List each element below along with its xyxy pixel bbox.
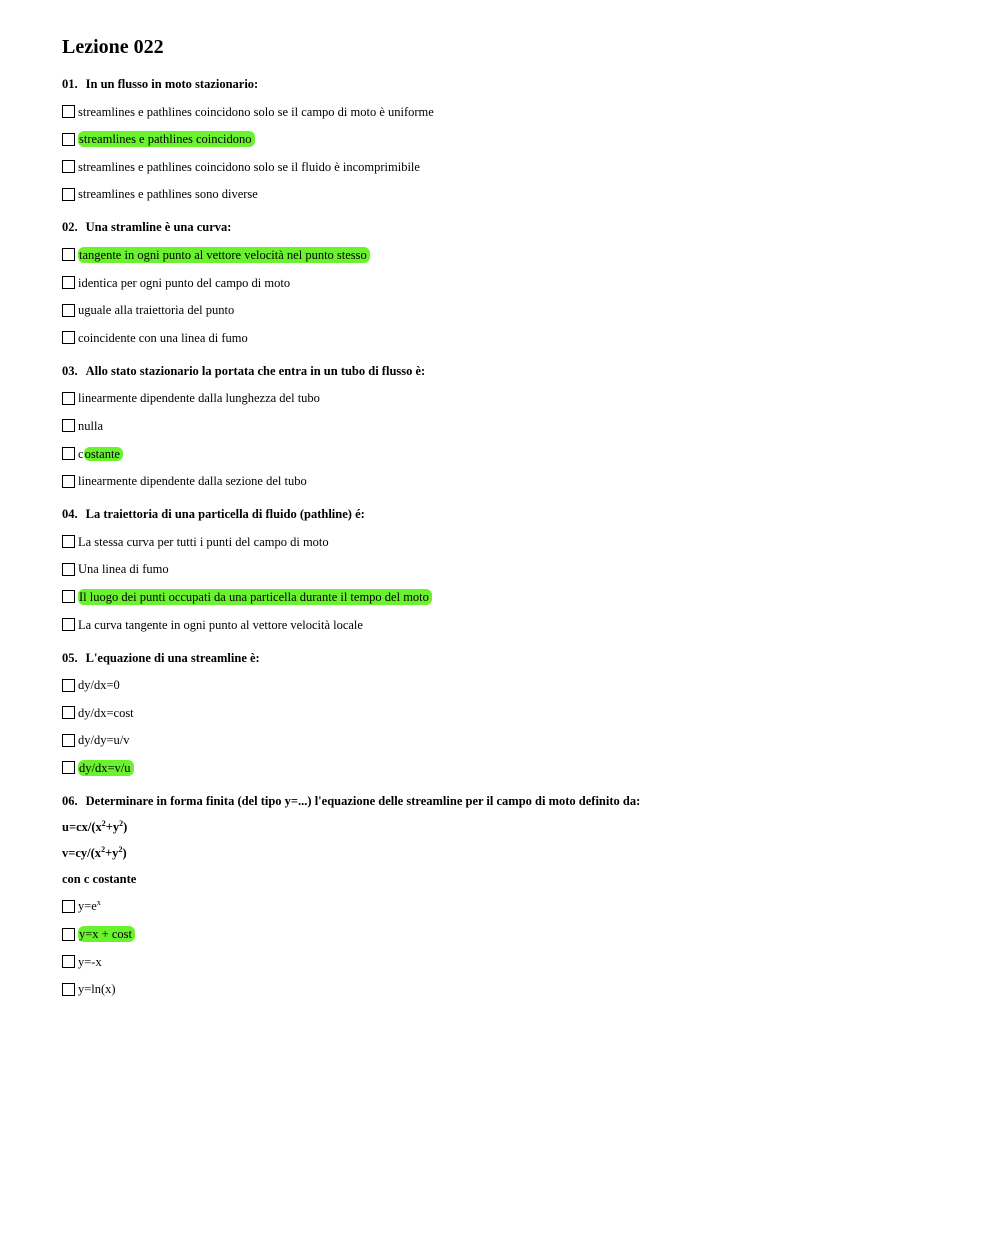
answer-option[interactable] [62,953,962,971]
question-02 [62,218,962,346]
option-text-value: uguale alla traiettoria del punto [78,303,235,318]
question-05 [62,649,962,777]
checkbox[interactable] [62,160,75,173]
checkbox[interactable] [62,392,75,405]
question-number: 04. [62,507,78,522]
question-list [62,75,962,777]
equation-v: $v=cy/(x^2+y^2)$ [62,844,127,860]
question-03 [62,362,962,490]
question-01 [62,75,962,203]
answer-option[interactable] [62,731,962,749]
question-04 [62,505,962,633]
answer-option[interactable] [62,389,962,407]
question-text: La traiettoria di una particella di fluido (pathline) é: [85,507,365,522]
checkbox[interactable] [62,133,75,146]
option-text-value: dy/dx=0 [78,678,120,693]
option-text [78,247,370,263]
checkbox[interactable] [62,419,75,432]
question-heading [62,362,962,380]
option-text-value: streamlines e pathlines coincidono solo se il campo di moto è uniforme [78,104,434,119]
answer-option[interactable] [62,897,962,915]
answer-option[interactable] [62,329,962,347]
question-number: 05. [62,650,78,665]
checkbox[interactable] [62,955,75,968]
question-text: Determinare in forma finita (del tipo y=...) l'equazione delle streamline per il campo di moto definito da: [85,793,641,808]
option-text [78,159,422,175]
checkbox[interactable] [62,900,75,913]
answer-option-correct[interactable] [62,925,962,943]
option-text-highlighted: tangente in ogni punto al vettore velocità nel punto stesso [79,247,367,262]
checkbox[interactable] [62,983,75,996]
option-text-value: La stessa curva per tutti i punti del campo di moto [78,534,329,549]
option-text-value: streamlines e pathlines coincidono solo se il fluido è incomprimibile [78,159,420,174]
checkbox[interactable] [62,928,75,941]
answer-option-correct[interactable] [62,588,962,606]
option-text [78,186,260,202]
equation-u: $u=cx/(x^2+y^2)$ [62,818,128,834]
option-text-prefix: c [78,446,84,461]
option-text [78,677,122,693]
question-number: 01. [62,77,78,91]
checkbox[interactable] [62,679,75,692]
option-text [78,330,250,346]
option-text-highlighted: ostante [84,447,123,461]
answer-option-correct[interactable] [62,130,962,148]
answer-option[interactable] [62,158,962,176]
question-number: 06. [62,793,78,808]
option-text [78,302,236,318]
checkbox[interactable] [62,475,75,488]
option-text-highlighted: Il luogo dei punti occupati da una particella durante il tempo del moto [79,589,429,604]
option-text-value: dy/dy=u/v [78,733,130,748]
checkbox[interactable] [62,535,75,548]
question-heading [62,505,962,523]
question-06 [62,792,962,998]
option-text [78,418,105,434]
constant-note: con c costante [62,871,137,886]
option-text [78,446,125,462]
answer-option[interactable] [62,616,962,634]
checkbox[interactable] [62,706,75,719]
checkbox[interactable] [62,248,75,261]
answer-option[interactable] [62,704,962,722]
question-heading [62,218,962,236]
option-text [78,534,331,550]
option-text [78,760,134,776]
option-text-value: dy/dx=cost [78,705,134,720]
question-number: 03. [62,363,78,378]
option-text [78,589,432,605]
checkbox[interactable] [62,590,75,603]
option-text-value: nulla [78,418,103,433]
option-text-value: Una linea di fumo [78,562,169,577]
answer-option-correct[interactable] [62,759,962,777]
question-heading [62,75,962,93]
option-text-value: identica per ogni punto del campo di moto [78,275,291,290]
option-text: $y=e^x$ [78,898,101,914]
checkbox[interactable] [62,618,75,631]
question-heading [62,792,962,810]
page-title: Lezione 022 [62,36,164,58]
option-text: y=ln(x) [78,982,116,997]
question-heading [62,649,962,667]
answer-option[interactable] [62,676,962,694]
option-text [78,131,255,147]
option-text: y=-x [78,954,102,969]
option-text-highlighted: streamlines e pathlines coincidono [79,132,252,147]
option-text [78,561,171,577]
answer-option[interactable] [62,274,962,292]
answer-option[interactable] [62,533,962,551]
document-page [62,34,962,998]
answer-option-correct[interactable] [62,246,962,264]
checkbox[interactable] [62,734,75,747]
answer-option[interactable] [62,560,962,578]
option-text [78,275,292,291]
option-text-value: La curva tangente in ogni punto al vettore velocità locale [78,617,363,632]
answer-option[interactable] [62,185,962,203]
option-text [78,705,136,721]
option-text-value: streamlines e pathlines sono diverse [78,187,258,202]
checkbox[interactable] [62,304,75,317]
answer-option[interactable] [62,472,962,490]
option-text [78,732,132,748]
option-text [78,473,309,489]
question-text: Allo stato stazionario la portata che entra in un tubo di flusso è: [85,363,426,378]
answer-option[interactable] [62,103,962,121]
checkbox[interactable] [62,276,75,289]
question-number: 02. [62,220,78,235]
checkbox[interactable] [62,447,75,460]
answer-option[interactable] [62,417,962,435]
option-text-value: linearmente dipendente dalla lunghezza del tubo [78,391,320,406]
question-text: L'equazione di una streamline è: [85,650,260,665]
checkbox[interactable] [62,563,75,576]
answer-option-correct[interactable] [62,445,962,463]
answer-option[interactable] [62,980,962,998]
option-text-value: linearmente dipendente dalla sezione del tubo [78,474,307,489]
checkbox[interactable] [62,188,75,201]
option-text-highlighted: y=x + cost [78,926,135,942]
question-text: In un flusso in moto stazionario: [85,77,259,91]
option-text [78,390,322,406]
option-text [78,104,436,120]
answer-option[interactable] [62,301,962,319]
question-text: Una stramline è una curva: [85,220,232,235]
checkbox[interactable] [62,331,75,344]
option-text-highlighted: dy/dx=v/u [79,760,131,775]
checkbox[interactable] [62,105,75,118]
option-text [78,617,365,633]
checkbox[interactable] [62,761,75,774]
option-text-value: coincidente con una linea di fumo [78,330,248,345]
